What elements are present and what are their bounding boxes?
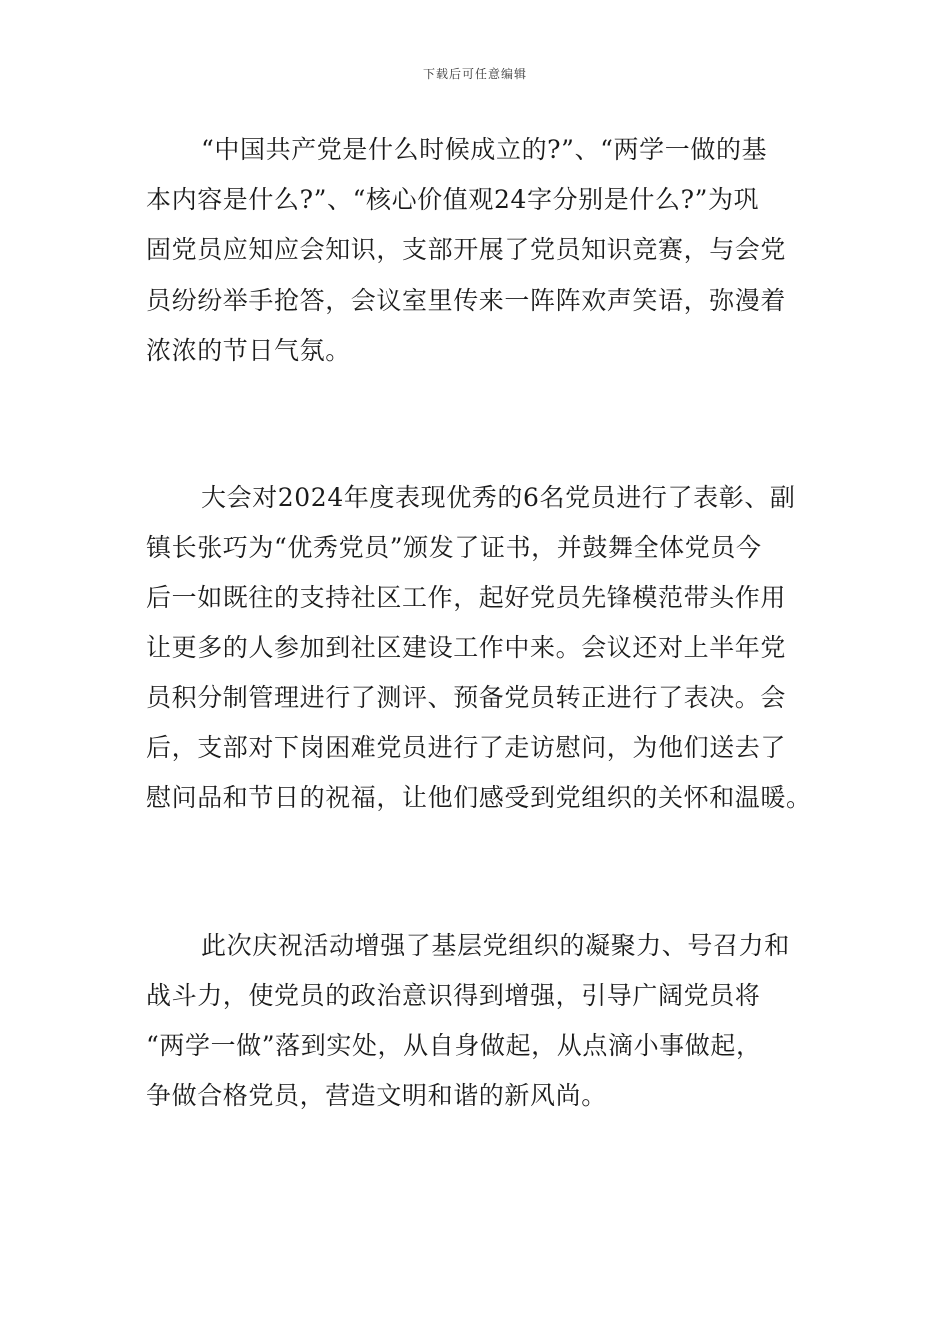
paragraph-line: “中国共产党是什么时候成立的?”、“两学一做的基 (201, 135, 768, 164)
paragraph-line: 后，支部对下岗困难党员进行了走访慰问，为他们送去了 (146, 733, 787, 762)
paragraph-line: 员纷纷举手抢答，会议室里传来一阵阵欢声笑语，弥漫着 (146, 286, 787, 315)
paragraph-line: 让更多的人参加到社区建设工作中来。会议还对上半年党 (146, 633, 787, 662)
paragraph-line: 此次庆祝活动增强了基层党组织的凝聚力、号召力和 (201, 931, 790, 960)
paragraph-line: 浓浓的节日气氛。 (146, 336, 351, 365)
paragraph-line: 本内容是什么?”、“核心价值观24字分别是什么?”为巩 (146, 185, 760, 214)
paragraph-line: 慰问品和节日的祝福，让他们感受到党组织的关怀和温暖。 (146, 783, 812, 812)
paragraph-line: 员积分制管理进行了测评、预备党员转正进行了表决。会 (146, 683, 787, 712)
paragraph-line: 后一如既往的支持社区工作，起好党员先锋模范带头作用 (146, 583, 787, 612)
paragraph-line: “两学一做”落到实处，从自身做起，从点滴小事做起， (146, 1031, 762, 1060)
page-header: 下载后可任意编辑 (422, 67, 527, 81)
paragraph-line: 镇长张巧为“优秀党员”颁发了证书，并鼓舞全体党员今 (146, 533, 762, 562)
paragraph-line: 战斗力，使党员的政治意识得到增强，引导广阔党员将 (146, 981, 761, 1010)
paragraph-line: 固党员应知应会知识，支部开展了党员知识竞赛，与会党 (146, 235, 787, 264)
paragraph-line: 大会对2024年度表现优秀的6名党员进行了表彰、副 (201, 483, 796, 512)
paragraph-line: 争做合格党员，营造文明和谐的新风尚。 (146, 1081, 607, 1110)
